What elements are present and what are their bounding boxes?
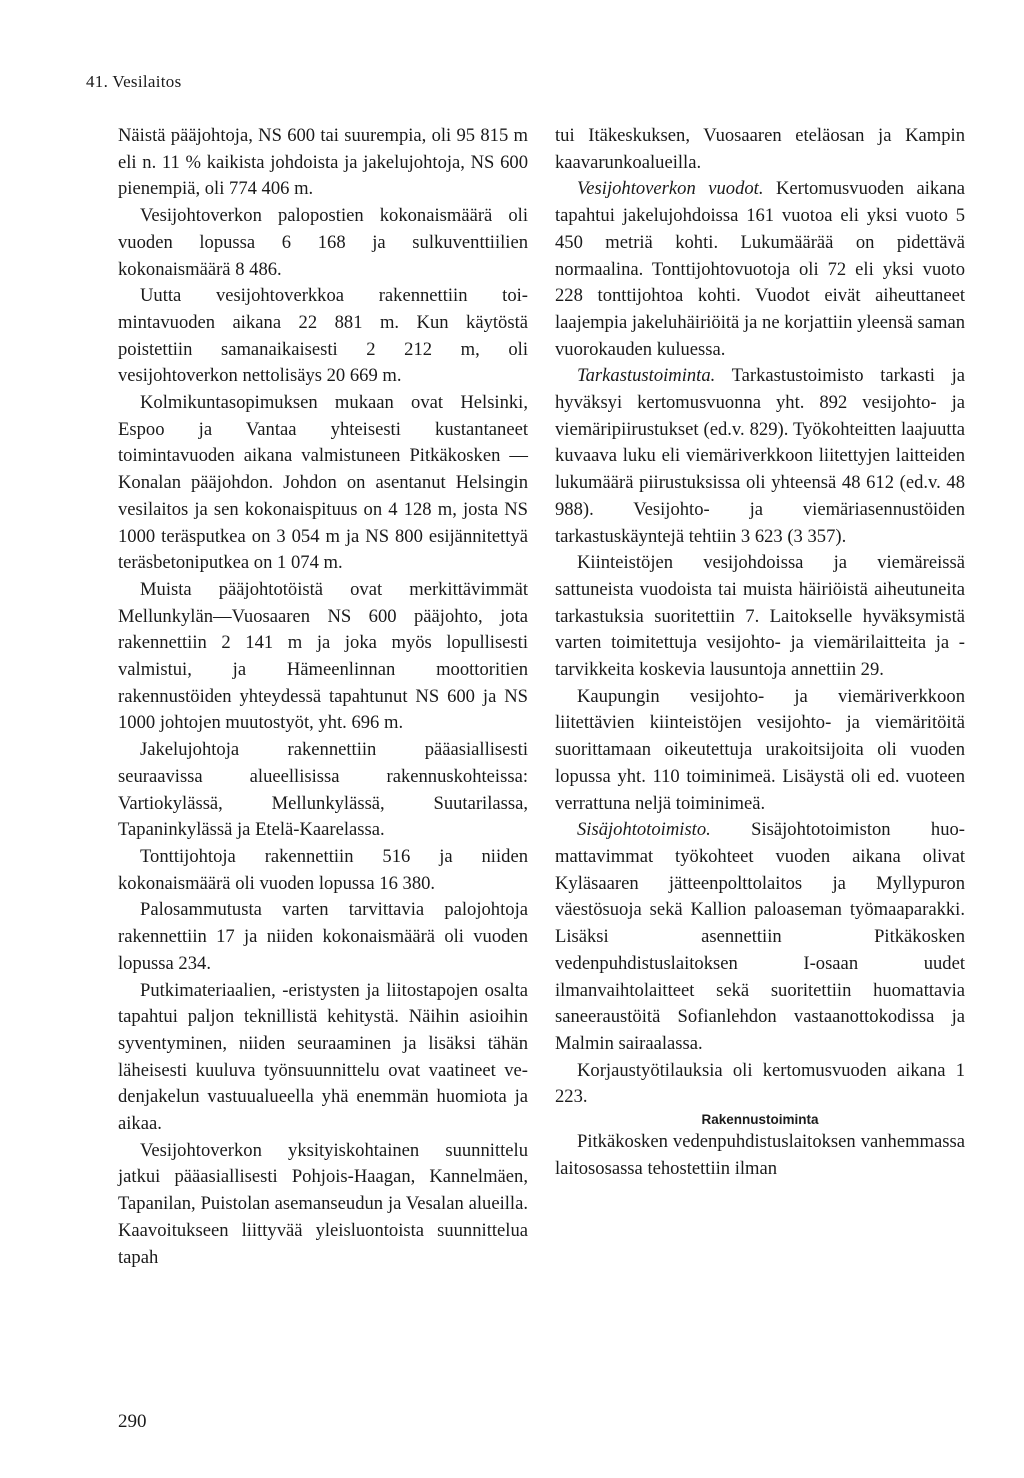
running-header: 41. Vesilaitos (86, 72, 182, 91)
right-column (555, 123, 965, 1182)
paragraph-contractors: Kaupungin vesijohto- ja viemäriverkkoon liitettävien kiinteistöjen vesijohto- ja viemäritöitä suorittamaan oikeutettuja urakoitsijoita oli vuoden lopussa yht. 110 toiminimeä. Lisäystä oli ed. vuoteen verrattuna neljä toiminimeä. (555, 685, 965, 814)
inspection-run-in-heading: Tarkastustoiminta. (577, 365, 716, 387)
section-heading: Rakennustoiminta (701, 1112, 819, 1128)
paragraph-other-main-works: Muista pääjohtotöistä ovat merkittävimmät Mellunkylän—Vuosaaren NS 600 pääjohto, jota rakennettiin 2 141 m ja joka myös lopullisesti valmistui, ja Hämeenlinnan moottoritien rakennustöiden yhteydessä tapahtunut NS 600 ja NS 1000 johtojen muutostyöt, yht. 696 m. (118, 578, 528, 734)
paragraph-pipe-materials: Putkimateriaalien, -eristysten ja liitostapojen osalta tapahtui paljon teknillistä kehitystä. Näihin asioihin syventyminen, niiden seuraaminen ja lisäksi tähän läheisesti kuuluva työnsuunnittelu ovat vaatineet vedenjakelun vastuualueella yhä enemmän huomiota ja aikaa. (118, 979, 528, 1135)
leaks-text: Kertomusvuoden aikana tapahtui jakelujohdoissa 161 vuotoa eli yksi vuoto 5 450 metriä kohti. Lukumäärää on pidettävä normaalina. Tonttijohtovuotoja oli 72 eli yksi vuoto 228 tonttijohtoa kohti. Vuodot eivät aiheuttaneet laajempia jakeluhäiriöitä ja ne korjattiin yleensä saman vuorokauden kuluessa. (555, 178, 965, 360)
paragraph-plot-pipes: Tonttijohtoja rakennettiin 516 ja niiden kokonaismäärä oli vuoden lopussa 16 380. (118, 845, 528, 894)
indoor-run-in-heading: Sisäjohtotoimisto. (577, 819, 711, 841)
paragraph-indoor-office (555, 817, 965, 1057)
inspection-text: Tarkastustoimisto tarkasti ja hyväksyi kertomusvuonna yht. 892 vesijohto- ja viemäripiirustukset (ed.v. 829). Työkohteitten laajuutta kuvaava luku eli viemäriverkkoon liitettyjen laitteiden lukumäärä piirustuksissa oli yhteensä 48 612 (ed.v. 48 988). Vesijohto- ja viemäriasennustöiden tarkastuskäyntejä tehtiin 3 623 (3 357). (555, 365, 965, 547)
indoor-text: Sisäjohtotoimiston huomattavimmat työkohteet vuoden aikana olivat Kyläsaaren jätteenpolttolaitos ja Myllypuron väestösuoja sekä Kallion paloaseman työmaaparakki. Lisäksi asennettiin Pitkäkosken vedenpuhdistuslaitoksen I-osaan uudet ilmanvaihtolaitteet sekä suoritettiin huomattavia saneeraustöitä Sofianlehdon vastaanottokodissa ja Malmin sairaalassa. (555, 819, 965, 1054)
paragraph-distribution-pipes: Jakelujohtoja rakennettiin pääasiallisesti seuraavissa alueellisissa rakennuskohteissa: Vartiokylässä, Mellunkylässä, Suutarilassa, Tapaninkylässä ja Etelä-Kaarelassa. (118, 739, 528, 841)
paragraph-planning-continuation: tui Itäkeskuksen, Vuosaaren eteläosan ja Kampin kaavarunkoalueilla. (555, 125, 965, 173)
paragraph-main-pipes: Näistä pääjohtoja, NS 600 tai suurempia, oli 95 815 m eli n. 11 % kaikista johdoista ja jakelujohtoja, NS 600 pienempiä, oli 774 406 m. (118, 125, 528, 200)
paragraph-property-inspections: Kiinteistöjen vesijohdoissa ja viemäreissä sattuneista vuodoista tai muista häiriöistä aiheutuneita tarkastuksia suoritettiin 7. Laitokselle hyväksymistä varten toimitettuja vesijohto- ja viemärilaitteita ja -tarvikkeita koskevia lausuntoja annettiin 29. (555, 552, 965, 681)
leaks-run-in-heading: Vesijohtoverkon vuodot. (577, 178, 764, 200)
paragraph-new-network: Uutta vesijohtoverkkoa rakennettiin toimintavuoden aikana 22 881 m. Kun käytöstä poistettiin samanaikaisesti 2 212 m, oli vesijohtoverkon nettolisäys 20 669 m. (118, 285, 528, 387)
paragraph-fire-hydrants: Vesijohtoverkon palopostien kokonaismäärä oli vuoden lopussa 6 168 ja sulkuventtiilien kokonaismäärä 8 486. (118, 205, 528, 280)
left-column (118, 123, 528, 1271)
paragraph-inspection (555, 363, 965, 550)
paragraph-network-planning: Vesijohtoverkon yksityiskohtainen suunnittelu jatkui pääasiallisesti Pohjois-Haagan, Kannelmäen, Tapanilan, Puistolan asemanseudun ja Vesalan alueilla. Kaavoitukseen liittyvää yleisluontoista suunnittelua tapah (118, 1139, 528, 1268)
paragraph-three-municipality: Kolmikuntasopimuksen mukaan ovat Helsinki, Espoo ja Vantaa yhteisesti kustantaneet toimintavuoden aikana valmistuneen Pitkäkosken — Konalan pääjohdon. Johdon on asentanut Helsingin vesilaitos ja sen kokonaispituus on 4 128 m, josta NS 1000 teräsputkea on 3 054 m ja NS 800 esijännitettyä teräsbetoniputkea on 1 074 m. (118, 392, 528, 574)
paragraph-leaks (555, 176, 965, 363)
page-number: 290 (118, 1411, 147, 1432)
paragraph-construction: Pitkäkosken vedenpuhdistuslaitoksen vanhemmassa laitososassa tehostettiin ilman (555, 1131, 965, 1179)
paragraph-fire-pipes: Palosammutusta varten tarvittavia palojohtoja rakennettiin 17 ja niiden kokonaismäärä oli vuoden lopussa 234. (118, 899, 528, 974)
paragraph-repairs: Korjaustyötilauksia oli kertomusvuoden aikana 1 223. (555, 1059, 965, 1108)
